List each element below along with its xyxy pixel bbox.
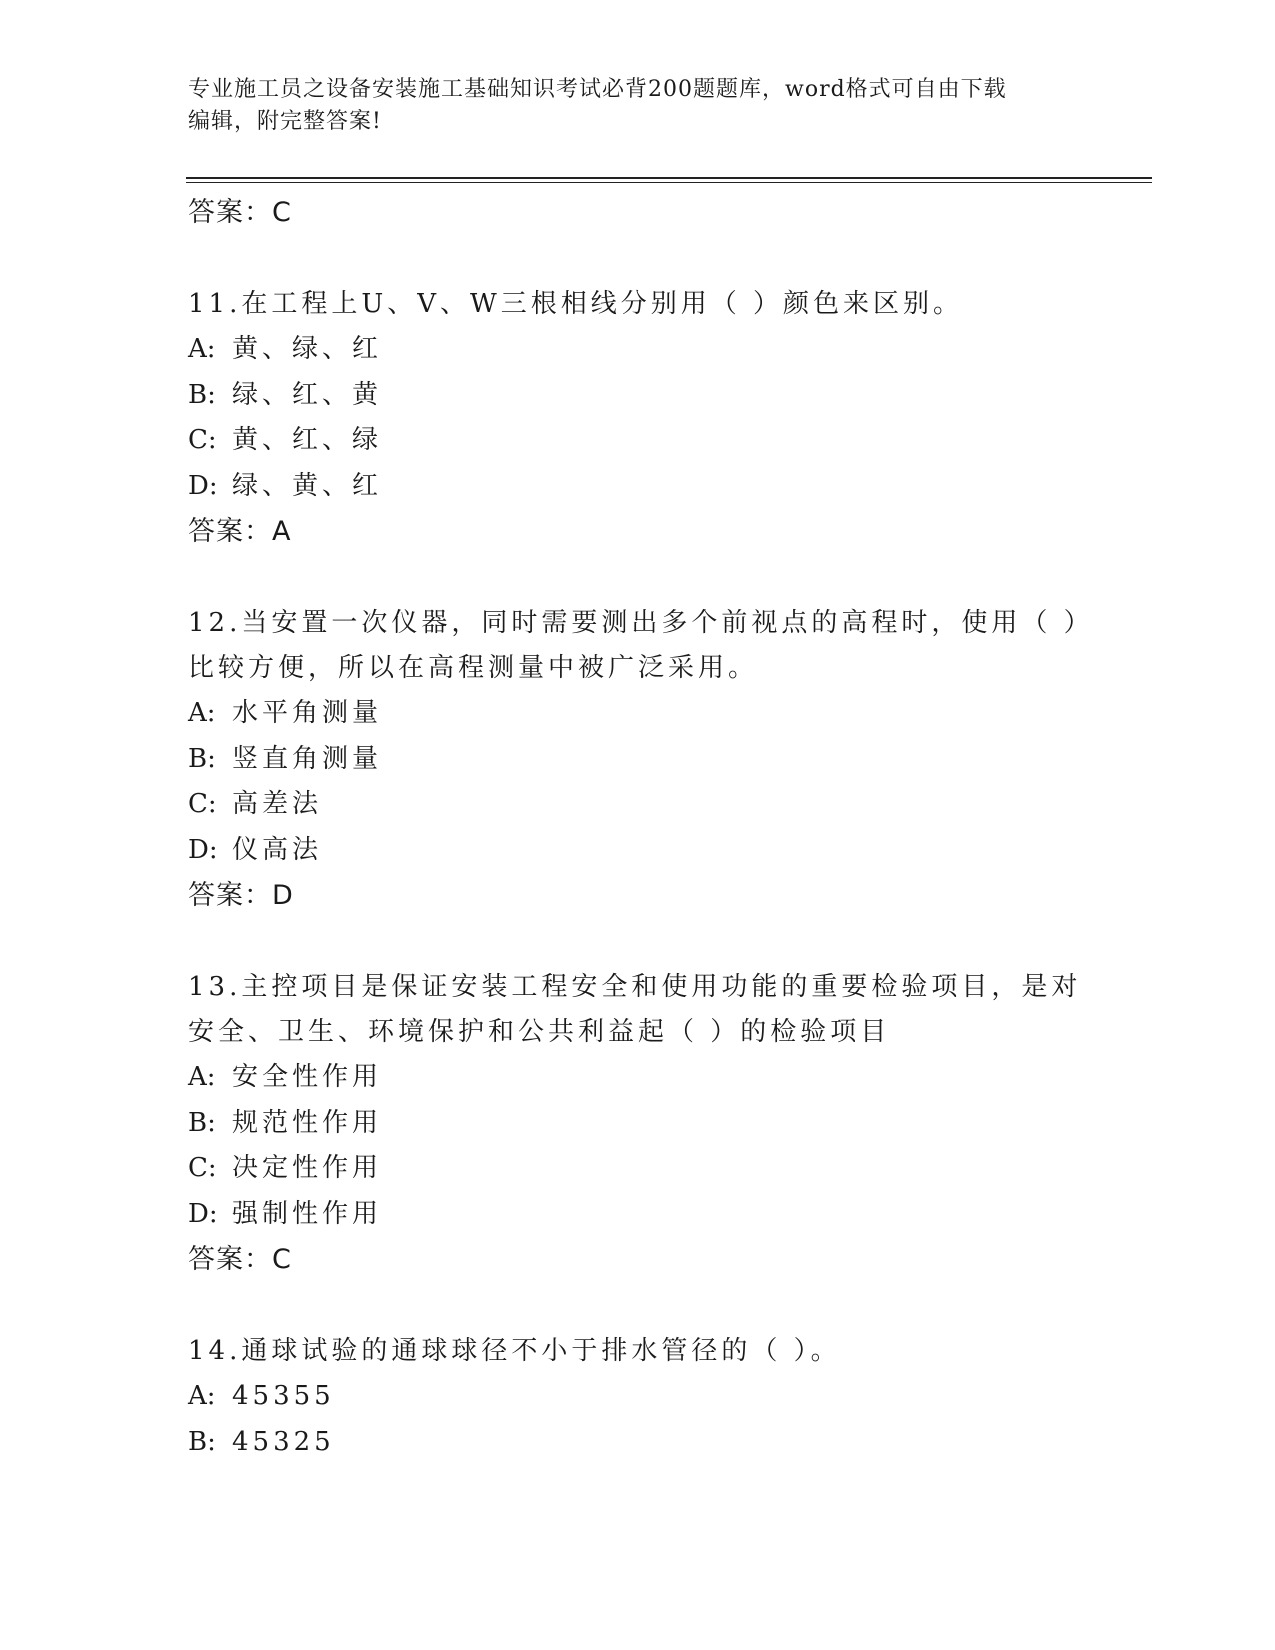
option-label: B: bbox=[188, 1107, 216, 1138]
option-label: A: bbox=[188, 1062, 216, 1092]
question-block bbox=[188, 601, 1088, 918]
option-label: D: bbox=[188, 834, 218, 865]
header-line-1: 专业施工员之设备安装施工基础知识考试必背200题题库，word格式可自由下载 bbox=[188, 77, 1007, 102]
option-row bbox=[188, 373, 1088, 419]
option-label: B: bbox=[188, 379, 216, 410]
question-block bbox=[188, 965, 1088, 1282]
answer-line: 答案：D bbox=[188, 880, 294, 911]
question-stem: 13.主控项目是保证安装工程安全和使用功能的重要检验项目，是对安全、卫生、环境保护和公共利益起（ ）的检验项目 bbox=[188, 972, 1082, 1047]
option-text: 45355 bbox=[232, 1381, 335, 1411]
option-text: 仪高法 bbox=[232, 834, 323, 865]
option-text: 竖直角测量 bbox=[232, 743, 383, 774]
header-rule-thick bbox=[186, 177, 1152, 179]
option-row bbox=[188, 782, 1088, 828]
option-text: 决定性作用 bbox=[232, 1153, 383, 1183]
option-text: 黄、红、绿 bbox=[232, 425, 383, 455]
option-text: 安全性作用 bbox=[232, 1062, 383, 1092]
option-row bbox=[188, 1146, 1088, 1192]
question-list bbox=[188, 190, 1088, 1465]
document-header bbox=[188, 74, 1088, 138]
option-text: 高差法 bbox=[232, 789, 323, 819]
option-text: 强制性作用 bbox=[232, 1198, 383, 1229]
question-stem: 12.当安置一次仪器，同时需要测出多个前视点的高程时，使用（ ）比较方便，所以在高程测量中被广泛采用。 bbox=[188, 608, 1081, 683]
option-label: C: bbox=[188, 1153, 217, 1183]
option-text: 黄、绿、红 bbox=[232, 334, 383, 364]
option-label: B: bbox=[188, 743, 216, 774]
option-label: C: bbox=[188, 789, 217, 819]
header-line-2: 编辑，附完整答案! bbox=[188, 109, 382, 134]
option-row bbox=[188, 418, 1088, 464]
answer-line: 答案：C bbox=[188, 1244, 292, 1275]
option-row bbox=[188, 1374, 1088, 1420]
option-row bbox=[188, 1420, 1088, 1466]
option-label: D: bbox=[188, 470, 218, 501]
questions-container bbox=[188, 282, 1088, 1465]
option-label: C: bbox=[188, 425, 217, 455]
option-label: A: bbox=[188, 334, 216, 364]
option-label: A: bbox=[188, 1381, 216, 1411]
option-row bbox=[188, 828, 1088, 874]
option-text: 45325 bbox=[232, 1426, 335, 1457]
question-stem: 11.在工程上U、V、W三根相线分别用（ ）颜色来区别。 bbox=[188, 289, 964, 319]
header-rule-thin bbox=[186, 182, 1152, 183]
option-row bbox=[188, 691, 1088, 737]
option-text: 规范性作用 bbox=[232, 1107, 383, 1138]
option-text: 水平角测量 bbox=[232, 698, 383, 728]
question-block bbox=[188, 1329, 1088, 1465]
option-text: 绿、红、黄 bbox=[232, 379, 383, 410]
question-block bbox=[188, 282, 1088, 554]
option-row bbox=[188, 1192, 1088, 1238]
question-stem: 14.通球试验的通球球径不小于排水管径的（ ）。 bbox=[188, 1336, 841, 1366]
option-row bbox=[188, 327, 1088, 373]
option-label: B: bbox=[188, 1426, 216, 1457]
option-label: D: bbox=[188, 1198, 218, 1229]
option-row bbox=[188, 1055, 1088, 1101]
option-row bbox=[188, 737, 1088, 783]
answer-line: 答案：A bbox=[188, 516, 292, 547]
previous-answer: 答案：C bbox=[188, 197, 292, 228]
option-text: 绿、黄、红 bbox=[232, 470, 383, 501]
option-row bbox=[188, 464, 1088, 510]
option-row bbox=[188, 1101, 1088, 1147]
option-label: A: bbox=[188, 698, 216, 728]
